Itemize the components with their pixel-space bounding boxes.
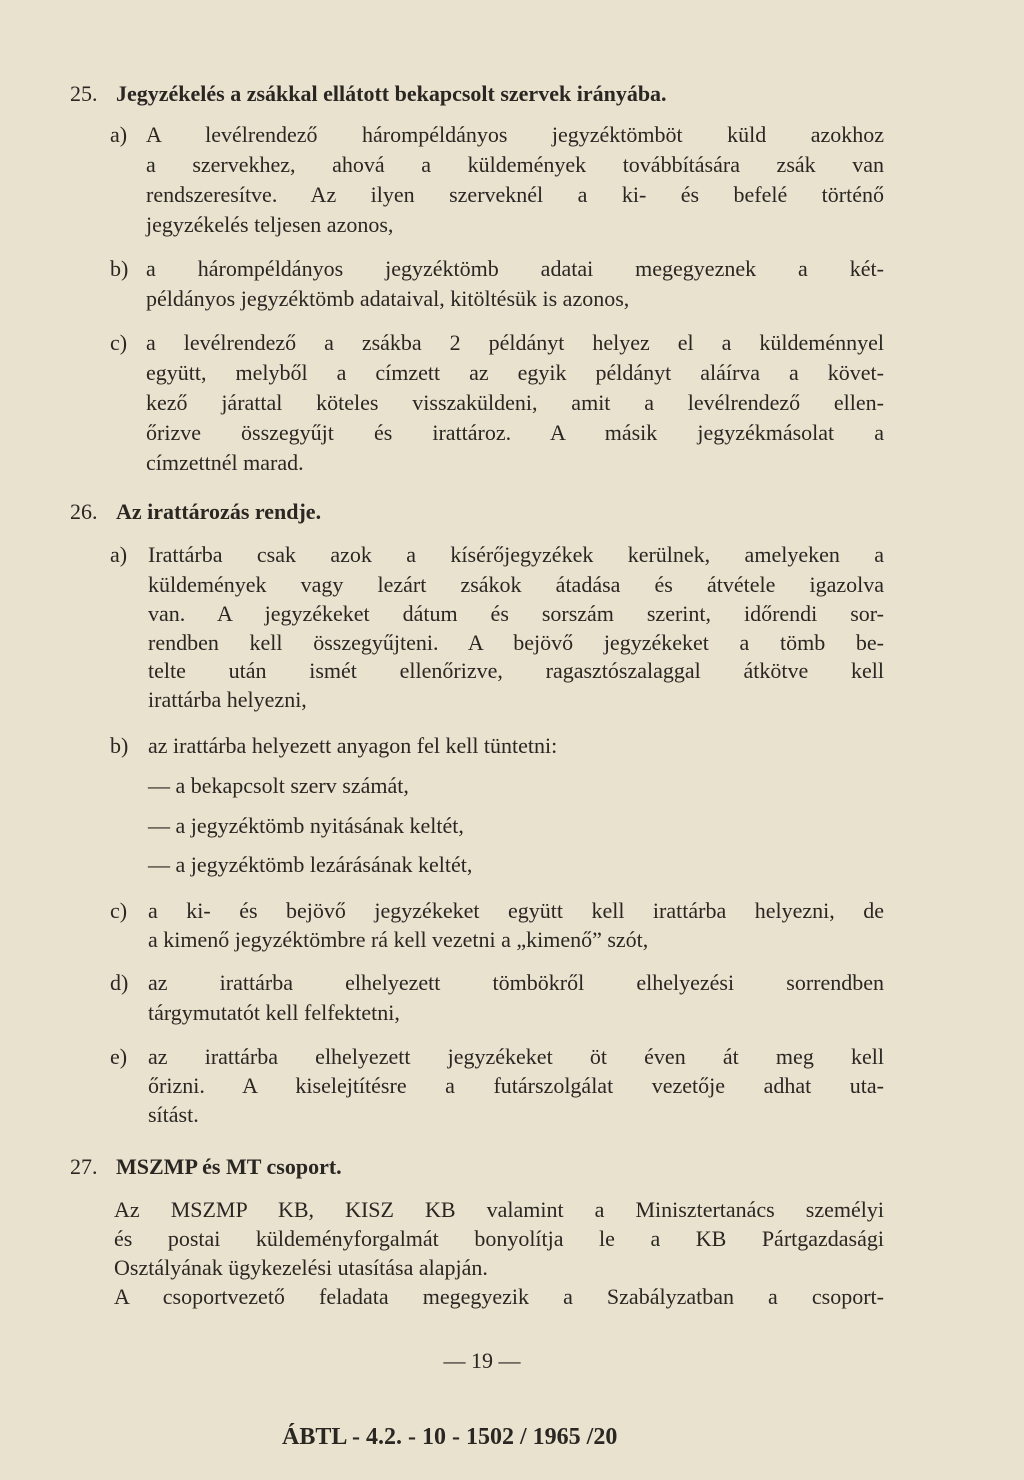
item-label: a) xyxy=(110,122,128,147)
text-line: jegyzékelés teljesen azonos, xyxy=(146,212,394,237)
text-line: rendben kell összegyűjteni. A bejövő jegyzékeket a tömb be- xyxy=(148,630,884,655)
text-line: kező járattal köteles visszaküldeni, amit a levélrendező ellen- xyxy=(146,390,884,415)
section-number: 25. xyxy=(70,81,98,106)
section-heading: MSZMP és MT csoport. xyxy=(116,1154,342,1179)
text-line: a szervekhez, ahová a küldemények továbbítására zsák van xyxy=(146,152,884,177)
text-line: a hárompéldányos jegyzéktömb adatai megegyeznek a két- xyxy=(146,256,884,281)
text-line: a kimenő jegyzéktömbre rá kell vezetni a „kimenő” szót, xyxy=(148,927,649,952)
item-label: b) xyxy=(110,256,129,281)
item-label: e) xyxy=(110,1044,128,1069)
text-line: van. A jegyzékeket dátum és sorszám szerint, időrendi sor- xyxy=(148,601,884,626)
text-line: rendszeresítve. Az ilyen szerveknél a ki- és befelé történő xyxy=(146,182,884,207)
text-line: őrizve összegyűjt és irattároz. A másik jegyzékmásolat a xyxy=(146,420,884,445)
section-heading: Az irattározás rendje. xyxy=(116,499,322,524)
item-label: b) xyxy=(110,733,129,758)
item-label: a) xyxy=(110,542,128,567)
text-line: és postai küldeményforgalmát bonyolítja le a KB Pártgazdasági xyxy=(114,1226,884,1251)
text-line: A levélrendező hárompéldányos jegyzéktömböt küld azokhoz xyxy=(146,122,884,147)
archive-reference: ÁBTL - 4.2. - 10 - 1502 / 1965 /20 xyxy=(282,1424,618,1450)
text-line: irattárba helyezni, xyxy=(148,687,307,712)
text-line: őrizni. A kiselejtítésre a futárszolgálat vezetője adhat uta- xyxy=(148,1073,884,1098)
item-label: d) xyxy=(110,970,129,995)
text-line: címzettnél marad. xyxy=(146,450,304,475)
dash-list-item: — a jegyzéktömb lezárásának keltét, xyxy=(148,852,473,877)
text-line: az irattárba elhelyezett tömbökről elhelyezési sorrendben xyxy=(148,970,884,995)
text-line: a levélrendező a zsákba 2 példányt helyez el a küldeménnyel xyxy=(146,330,884,355)
text-line: küldemények vagy lezárt zsákok átadása és átvétele igazolva xyxy=(148,572,884,597)
item-label: c) xyxy=(110,330,128,355)
text-line: tárgymutatót kell felfektetni, xyxy=(148,1000,400,1025)
text-line: Osztályának ügykezelési utasítása alapján. xyxy=(114,1255,488,1280)
section-heading: Jegyzékelés a zsákkal ellátott bekapcsolt szervek irányába. xyxy=(116,81,667,106)
text-line: sítást. xyxy=(148,1102,199,1127)
text-line: Irattárba csak azok a kísérőjegyzékek kerülnek, amelyeken a xyxy=(148,542,884,567)
text-line: A csoportvezető feladata megegyezik a Szabályzatban a csoport- xyxy=(114,1284,884,1309)
text-line: az irattárba helyezett anyagon fel kell tüntetni: xyxy=(148,733,558,758)
text-line: telte után ismét ellenőrizve, ragasztószalaggal átkötve kell xyxy=(148,658,884,683)
section-number: 27. xyxy=(70,1154,98,1179)
text-line: példányos jegyzéktömb adataival, kitöltésük is azonos, xyxy=(146,286,630,311)
text-line: Az MSZMP KB, KISZ KB valamint a Minisztertanács személyi xyxy=(114,1197,884,1222)
dash-list-item: — a jegyzéktömb nyitásának keltét, xyxy=(148,813,464,838)
text-line: a ki- és bejövő jegyzékeket együtt kell irattárba helyezni, de xyxy=(148,898,884,923)
dash-list-item: — a bekapcsolt szerv számát, xyxy=(148,773,409,798)
text-line: az irattárba elhelyezett jegyzékeket öt éven át meg kell xyxy=(148,1044,884,1069)
section-number: 26. xyxy=(70,499,98,524)
item-label: c) xyxy=(110,898,128,923)
page-number: — 19 — xyxy=(443,1348,521,1373)
text-line: együtt, melyből a címzett az egyik példányt aláírva a követ- xyxy=(146,360,884,385)
